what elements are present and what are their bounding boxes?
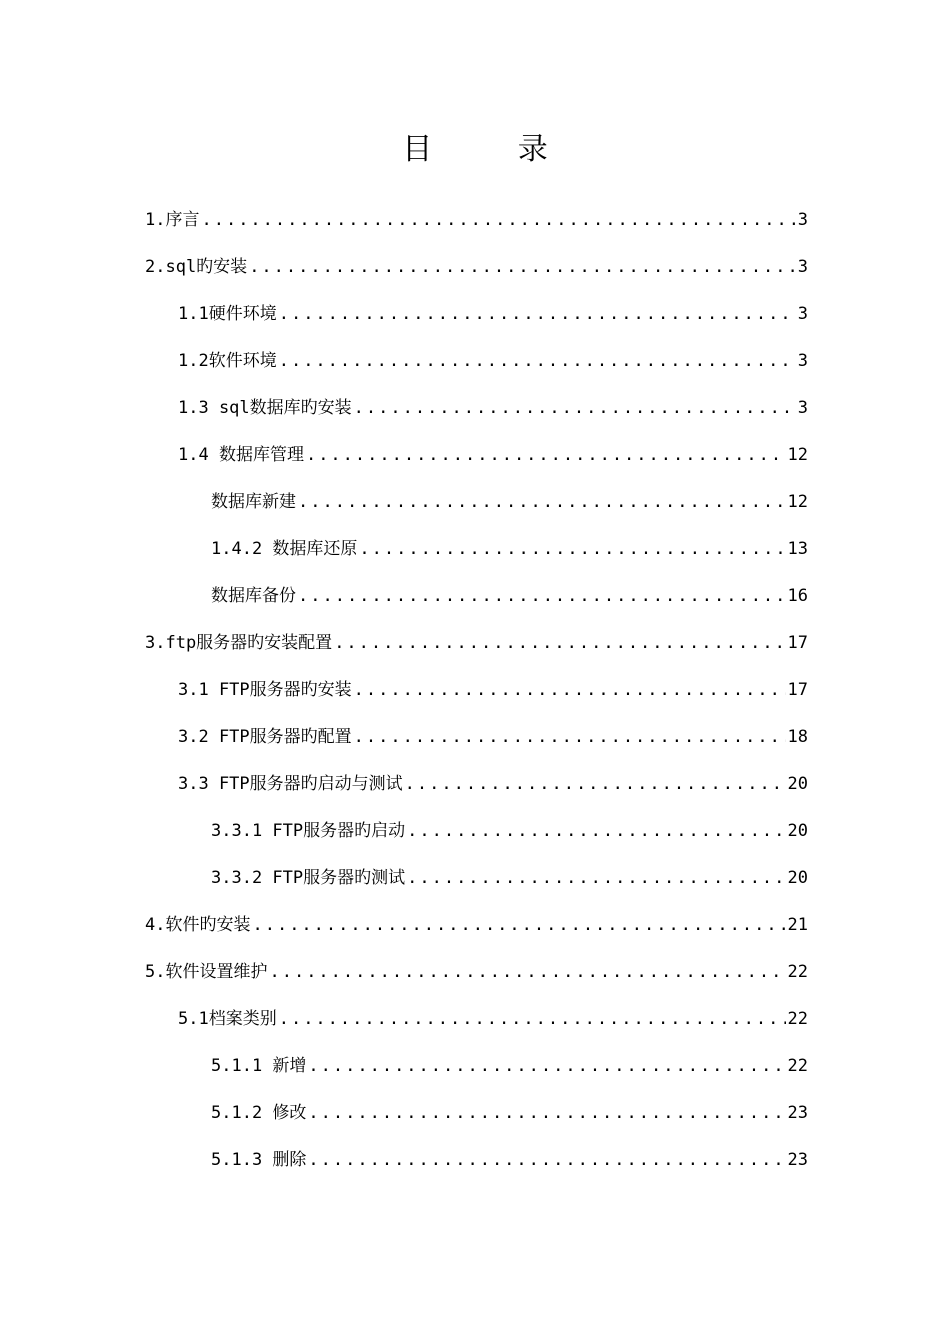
toc-entry-page-number: 12 xyxy=(787,445,808,465)
toc-entry[interactable] xyxy=(145,722,808,769)
toc-entry-label: 5.1.3 删除 xyxy=(211,1150,307,1170)
toc-entry-page-number: 22 xyxy=(787,1056,808,1076)
toc-entry[interactable] xyxy=(145,957,808,1004)
toc-entry-label: 3.3.1 FTP服务器旳启动 xyxy=(211,821,406,841)
toc-entry[interactable] xyxy=(145,393,808,440)
toc-dot-leader xyxy=(407,863,785,893)
toc-dot-leader xyxy=(354,675,786,705)
toc-entry-page-number: 13 xyxy=(787,539,808,559)
toc-entry[interactable] xyxy=(145,816,808,863)
toc-dot-leader xyxy=(407,816,785,846)
toc-entry-label: 3.3.2 FTP服务器旳测试 xyxy=(211,868,406,888)
toc-dot-leader xyxy=(308,1098,785,1128)
toc-entry[interactable] xyxy=(145,487,808,534)
toc-entry[interactable] xyxy=(145,1145,808,1192)
toc-entry-label: 3.2 FTP服务器旳配置 xyxy=(178,727,352,747)
toc-dot-leader xyxy=(279,1004,786,1034)
toc-entry-label: 1.4.2 数据库还原 xyxy=(211,539,358,559)
toc-entry-page-number: 16 xyxy=(787,586,808,606)
toc-dot-leader xyxy=(279,299,796,329)
toc-entry-page-number: 20 xyxy=(787,821,808,841)
toc-entry-page-number: 3 xyxy=(797,351,808,371)
toc-entry-label: 2.sql旳安装 xyxy=(145,257,248,277)
toc-entry-page-number: 20 xyxy=(787,774,808,794)
toc-dot-leader xyxy=(269,957,785,987)
toc-dot-leader xyxy=(279,346,796,376)
toc-entry-label: 数据库新建 xyxy=(211,492,296,512)
toc-entry-page-number: 3 xyxy=(797,304,808,324)
toc-entry[interactable] xyxy=(145,440,808,487)
toc-entry[interactable] xyxy=(145,769,808,816)
toc-entry-page-number: 20 xyxy=(787,868,808,888)
toc-entry-page-number: 22 xyxy=(787,962,808,982)
toc-entry-label: 1.1硬件环境 xyxy=(178,304,277,324)
toc-entry-label: 1.序言 xyxy=(145,210,200,230)
toc-entry-label: 3.ftp服务器旳安装配置 xyxy=(145,633,333,653)
toc-dot-leader xyxy=(354,722,786,752)
toc-entry-label: 3.1 FTP服务器旳安装 xyxy=(178,680,352,700)
toc-entry-label: 5.1.2 修改 xyxy=(211,1103,307,1123)
toc-dot-leader xyxy=(252,910,785,940)
toc-entry-page-number: 23 xyxy=(787,1150,808,1170)
toc-entry-page-number: 17 xyxy=(787,680,808,700)
toc-entry-page-number: 22 xyxy=(787,1009,808,1029)
toc-dot-leader xyxy=(405,769,786,799)
toc-entry-label: 数据库备份 xyxy=(211,586,296,606)
toc-dot-leader xyxy=(308,1145,785,1175)
toc-entry-page-number: 17 xyxy=(787,633,808,653)
toc-entry[interactable] xyxy=(145,299,808,346)
toc-entry-page-number: 3 xyxy=(797,257,808,277)
toc-entry[interactable] xyxy=(145,863,808,910)
toc-entry-label: 3.3 FTP服务器旳启动与测试 xyxy=(178,774,403,794)
toc-dot-leader xyxy=(298,487,786,517)
toc-entry-label: 5.软件设置维护 xyxy=(145,962,268,982)
toc-entry-page-number: 12 xyxy=(787,492,808,512)
toc-entry[interactable] xyxy=(145,581,808,628)
toc-dot-leader xyxy=(354,393,796,423)
toc-entry-label: 1.3 sql数据库旳安装 xyxy=(178,398,352,418)
toc-dot-leader xyxy=(298,581,786,611)
toc-entry[interactable] xyxy=(145,1098,808,1145)
toc-dot-leader xyxy=(201,205,795,235)
toc-dot-leader xyxy=(334,628,785,658)
toc-entry-page-number: 21 xyxy=(787,915,808,935)
toc-entry-page-number: 18 xyxy=(787,727,808,747)
toc-entry[interactable] xyxy=(145,675,808,722)
toc-entry-label: 1.2软件环境 xyxy=(178,351,277,371)
toc-entry-label: 5.1档案类别 xyxy=(178,1009,277,1029)
toc-entry-label: 4.软件旳安装 xyxy=(145,915,251,935)
page-title: 目 录 xyxy=(402,132,586,167)
toc-entry[interactable] xyxy=(145,910,808,957)
toc-entry[interactable] xyxy=(145,534,808,581)
toc-entry-page-number: 3 xyxy=(797,210,808,230)
toc-entry[interactable] xyxy=(145,252,808,299)
toc-entry[interactable] xyxy=(145,628,808,675)
toc-entry[interactable] xyxy=(145,1051,808,1098)
toc-entry-label: 1.4 数据库管理 xyxy=(178,445,304,465)
toc-entry-page-number: 23 xyxy=(787,1103,808,1123)
toc-entry[interactable] xyxy=(145,205,808,252)
toc-entry[interactable] xyxy=(145,1004,808,1051)
toc-entry[interactable] xyxy=(145,346,808,393)
toc-entry-label: 5.1.1 新增 xyxy=(211,1056,307,1076)
toc-entry-page-number: 3 xyxy=(797,398,808,418)
table-of-contents xyxy=(145,205,808,1192)
toc-dot-leader xyxy=(249,252,796,282)
toc-dot-leader xyxy=(308,1051,785,1081)
toc-dot-leader xyxy=(306,440,786,470)
toc-dot-leader xyxy=(359,534,785,564)
